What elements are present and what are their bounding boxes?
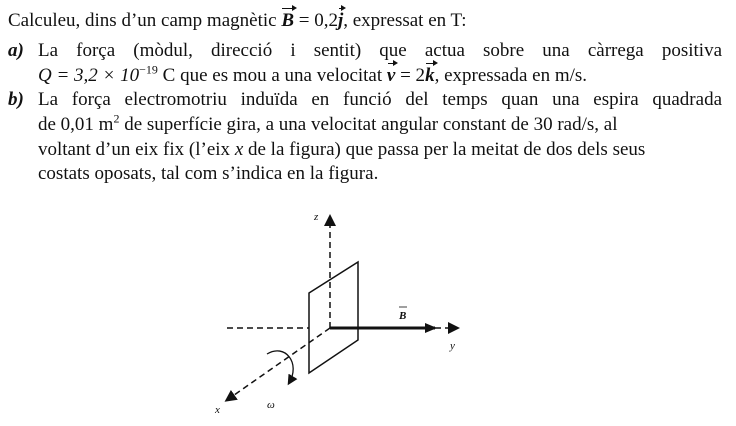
charge-value: Q = 3,2 × 10 [38,65,140,86]
item-a-end-text: , expressada en m/s. [434,65,588,86]
item-b-line1-text: La força electromotriu induïda en funció del temps quan una espira quadrada [38,89,722,110]
item-b-line4: costats oposats, tal com s’indica en la figura. [38,163,379,184]
b-vector: B [281,7,294,32]
charge-exponent: −19 [139,62,158,77]
area-value: de 0,01 m [38,114,114,135]
square-loop [309,262,358,373]
omega-label: ω [267,399,275,411]
axis-y-label: y [450,340,455,352]
v-vector: v [387,62,395,87]
axis-z-label: z [314,211,319,223]
item-a-line2 [38,62,587,87]
item-b-line3 [38,138,645,161]
item-a-line1-text: La força (mòdul, direcció i sentit) que actua sobre una càrrega positiva [38,40,722,61]
item-b-line1 [38,88,722,111]
item-a-line1 [38,39,722,62]
b-field-label: B [399,310,407,322]
k-unit-vector: k [425,62,435,87]
item-a-mid-text: C que es mou a una velocitat [157,65,387,86]
item-b-line3-pre: voltant d’un eix fix (l’eix [38,139,235,160]
item-b-line2 [38,113,618,136]
j-unit-vector: j [338,7,343,32]
axis-x-label: x [215,404,220,416]
velocity-equals: = 2 [395,65,426,86]
item-b-line3-end: de la figura) que passa per la meitat de dos dels seus [243,139,646,160]
rotating-loop-figure [205,203,485,423]
omega-rotation-arc [267,351,293,383]
item-b-label: b) [8,89,24,110]
item-a-label: a) [8,40,24,61]
intro-equals: = 0,2 [294,10,338,31]
item-b-line2-end: de superfície gira, a una velocitat angular constant de 30 rad/s, al [119,114,618,135]
axis-x-mention: x [234,139,244,160]
intro-end: , expressat en T: [343,10,467,31]
intro-text: Calculeu, dins d’un camp magnètic [8,10,282,31]
problem-intro [8,7,466,32]
area-exponent: 2 [113,111,120,126]
x-axis [227,328,330,400]
